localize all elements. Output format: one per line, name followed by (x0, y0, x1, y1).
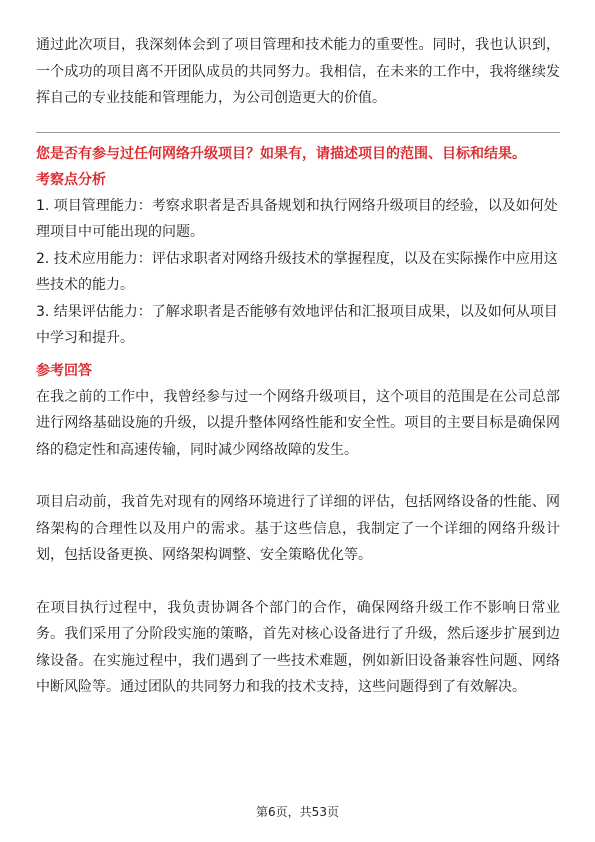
page-content (36, 32, 560, 701)
page-number: 第6页，共53页 (256, 805, 339, 819)
section-divider (36, 132, 560, 133)
answer-paragraph: 在项目执行过程中，我负责协调各个部门的合作，确保网络升级工作不影响日常业务。我们采用了分阶段实施的策略，首先对核心设备进行了升级，然后逐步扩展到边缘设备。在实施过程中，我们遇到了一些技术难题，例如新旧设备兼容性问题、网络中断风险等。通过团队的共同努力和我的技术支持，这些问题得到了有效解决。 (36, 599, 560, 695)
answer-heading: 参考回答 (36, 362, 92, 379)
analysis-heading: 考察点分析 (36, 171, 106, 188)
analysis-list (36, 193, 560, 352)
answer-paragraph: 在我之前的工作中，我曾经参与过一个网络升级项目，这个项目的范围是在公司总部进行网络基础设施的升级，以提升整体网络性能和安全性。项目的主要目标是确保网络的稳定性和高速传输，同时减少网络故障的发生。 (36, 388, 560, 458)
analysis-item: 2. 技术应用能力：评估求职者对网络升级技术的掌握程度，以及在实际操作中应用这些技术的能力。 (36, 250, 558, 293)
interview-question: 您是否有参与过任何网络升级项目？如果有，请描述项目的范围、目标和结果。 (36, 145, 526, 162)
spacer (36, 463, 560, 489)
intro-paragraph: 通过此次项目，我深刻体会到了项目管理和技术能力的重要性。同时，我也认识到，一个成功的项目离不开团队成员的共同努力。我相信，在未来的工作中，我将继续发挥自己的专业技能和管理能力，为公司创造更大的价值。 (36, 37, 560, 106)
answer-paragraph: 项目启动前，我首先对现有的网络环境进行了详细的评估，包括网络设备的性能、网络架构的合理性以及用户的需求。基于这些信息，我制定了一个详细的网络升级计划，包括设备更换、网络架构调整、安全策略优化等。 (36, 494, 560, 563)
analysis-item: 3. 结果评估能力：了解求职者是否能够有效地评估和汇报项目成果，以及如何从项目中学习和提升。 (36, 303, 558, 346)
spacer (36, 569, 560, 595)
analysis-item: 1. 项目管理能力：考察求职者是否具备规划和执行网络升级项目的经验，以及如何处理项目中可能出现的问题。 (36, 197, 558, 240)
